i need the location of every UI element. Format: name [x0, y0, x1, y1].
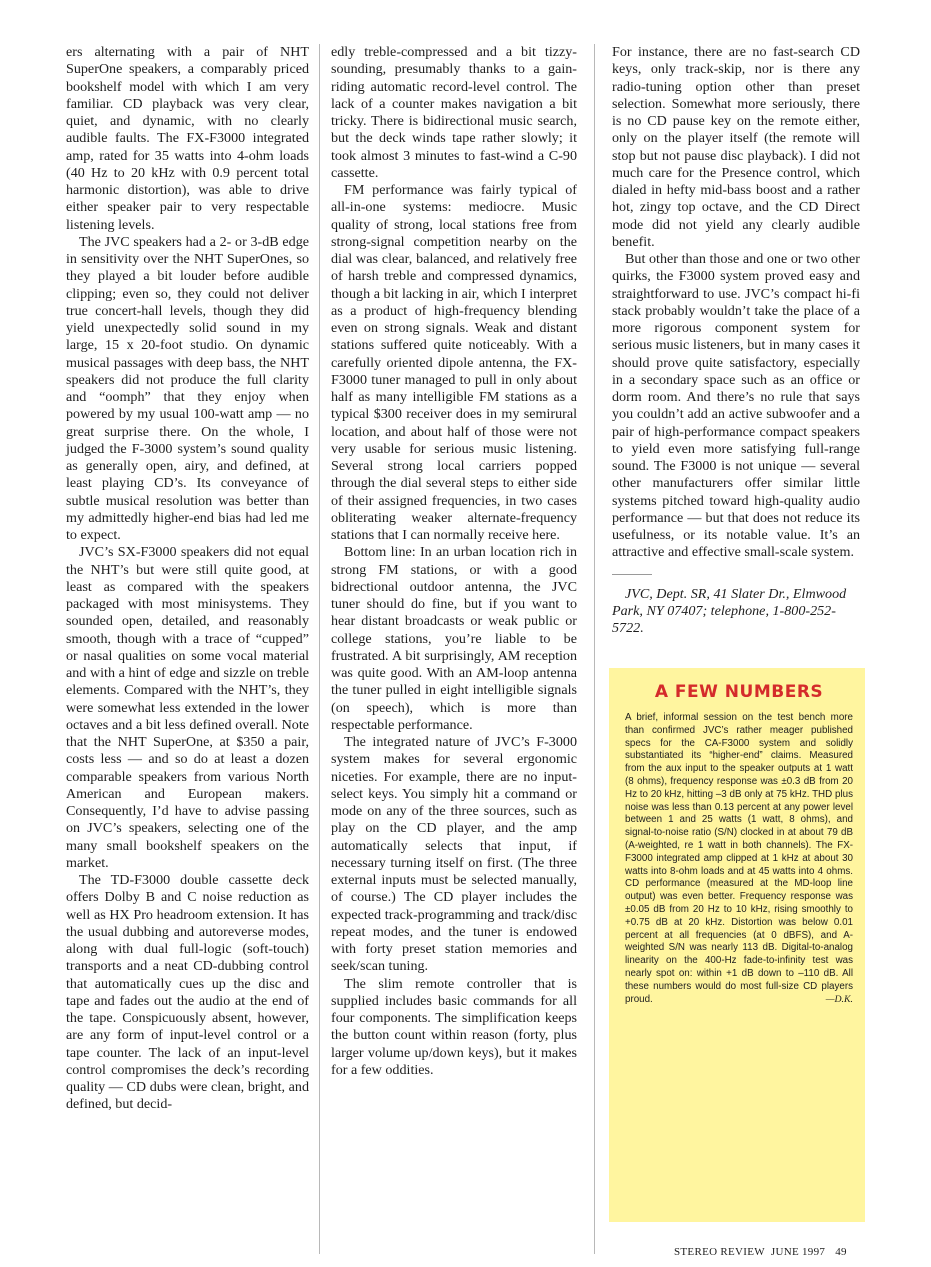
paragraph: edly treble-compressed and a bit tizzy-sounding, presumably thanks to a gain-riding automatic record-level control. The lack of a counter makes navigation a bit tricky. There is bidirectional music search, but the deck winds tape rather slowly; it took almost 3 minutes to fast-wind a C-90 cassette. [331, 44, 577, 181]
article-column-2 [331, 44, 577, 1079]
article-column-3 [612, 44, 860, 637]
sidebar-text: A brief, informal session on the test bench more than confirmed JVC’s rather meager published specs for the CA-F3000 system and solidly substantiated its “higher-end” claims. Measured from the aux input to the speaker outputs at 1 watt (8 ohms), frequency response was ±0.3 dB from 20 Hz to 20 kHz, hitting –3 dB only at 75 kHz. THD plus noise was less than 0.13 percent at any power level between 1 and 25 watts (1 watt, 8 ohms), and signal-to-noise ratio (S/N) clocked in at about 79 dB (A-weighted, re 1 watt in both channels). The FX-F3000 integrated amp clipped at 1 kHz at about 30 watts into 8-ohm loads and at 45 watts into 4 ohms. CD performance (measured at the MD-loop line output) was even better. Frequency response was ±0.05 dB from 20 Hz to 10 kHz, rising smoothly to +0.75 dB at 20 kHz. Distortion was below 0.01 percent at all frequencies (at 0 dBFS), and A-weighted S/N was nearly 113 dB. Digital-to-analog linearity on the 400-Hz fade-to-infinity test was nearly spot on: within +1 dB down to –110 dB. All these numbers would do most full-size CD players proud. [625, 712, 853, 1005]
paragraph: For instance, there are no fast-search CD keys, only track-skip, nor is there any radio-tuning option other than preset selection. Somewhat more seriously, there is no CD pause key on the remote either, only on the player itself (the remote will stop but not pause disc playback). I did not much care for the Presence control, which dialed in hefty mid-bass boost and a rather hot, zingy top octave, and the CD Direct mode did not yield any clearly audible benefit. [612, 44, 860, 250]
magazine-issue: STEREO REVIEW JUNE 1997 [674, 1246, 826, 1258]
paragraph: ers alternating with a pair of NHT SuperOne speakers, a comparably priced bookshelf model with which I am very familiar. CD playback was very clear, quiet, and dynamic, with no clearly audible faults. The FX-F3000 integrated amp, rated for 35 watts into 4-ohm loads (40 Hz to 20 kHz with 0.9 percent total harmonic distortion), was able to drive either speaker pair to very respectable listening levels. [66, 44, 309, 233]
sidebar-title: A FEW NUMBERS [654, 682, 824, 702]
author-signature: —D.K. [825, 993, 853, 1005]
paragraph: The TD-F3000 double cassette deck offers Dolby B and C noise reduction as well as HX Pro headroom extension. It has the usual dubbing and autoreverse modes, along with dual full-logic (soft-touch) transports and a neat CD-dubbing control that automatically cues up the disc and tape and fades out the audio at the end of the tape. Conspicuously absent, however, are any form of input-level control or a tape counter. The lack of an input-level control compromises the deck’s recording quality — CD dubs were clean, bright, and defined, but decid- [66, 872, 309, 1113]
paragraph: But other than those and one or two other quirks, the F3000 system proved easy and straightforward to use. JVC’s compact hi-fi stack probably wouldn’t take the place of a more rigorous component system for serious music listeners, but in many cases it should prove quite satisfactory, especially in a secondary space such as an office or dorm room. And there’s no rule that says you couldn’t add an active subwoofer and a pair of high-performance compact speakers to yield even more satisfying full-range sound. The F3000 is not unique — several other manufacturers offer similar little systems pitched toward high-quality audio performance — but that does not reduce its usefulness, or its notable value. It’s an attractive and effective small-scale system. [612, 251, 860, 561]
paragraph: The slim remote controller that is supplied includes basic commands for all four components. The simplification keeps the button count within reason (forty, plus larger volume up/down keys), but it makes for a few oddities. [331, 975, 577, 1078]
paragraph: The integrated nature of JVC’s F-3000 system makes for several ergonomic niceties. For example, there are no input-select keys. You simply hit a command or mode on any of the three sources, such as play on the CD player, and the amp automatically selects that input, if necessary turning itself on first. (The three external inputs must be selected manually, of course.) The CD player includes the expected track-programming and track/disc repeat modes, and the tuner is endowed with forty preset station memories and seek/scan tuning. [331, 734, 577, 975]
page-footer [674, 1246, 866, 1258]
paragraph: JVC’s SX-F3000 speakers did not equal the NHT’s but were still quite good, at least as compared with the speakers packaged with most minisystems. They sounded open, detailed, and reasonably smooth, though with a trace of “cupped” or nasal qualities on some vocal material and with a hint of edge and sizzle on treble elements. Compared with the NHT’s, they were somewhat less extended in the lower octaves and a bit less defined overall. Note that the NHT SuperOne, at $350 a pair, costs less — and so do at least a dozen comparable speakers from various North American and European makers. Consequently, I’d have to advise passing on JVC’s speakers, selecting one of the many small bookshelf speakers on the market. [66, 544, 309, 871]
column-divider [594, 44, 595, 1254]
manufacturer-address: JVC, Dept. SR, 41 Slater Dr., Elmwood Park, NY 07407; telephone, 1-800-252-5722. [612, 585, 847, 636]
sidebar-body [625, 712, 853, 1006]
page-number: 49 [835, 1246, 847, 1258]
paragraph: FM performance was fairly typical of all-in-one systems: mediocre. Music quality of strong, local stations free from strong-signal competition nearby on the dial was clear, balanced, and relatively free of harsh treble and compressed dynamics, though a bit lacking in air, which I interpret as a product of high-frequency blending even on strong signals. Weak and distant stations suffered quite noticeably. With a carefully oriented dipole antenna, the FX-F3000 tuner managed to pull in only about half as many intelligible FM stations as a typical $300 receiver does in my semirural location, and about half of those were not very usable for serious music listening. Several strong local carriers popped through the dial several steps to either side of their assigned frequencies, in two cases obliterating weaker alternate-frequency stations that I can normally receive here. [331, 182, 577, 543]
paragraph: Bottom line: In an urban location rich in strong FM stations, or with a good bidrectional outdoor antenna, the JVC tuner should do fine, but if you want to hear distant broadcasts or weak public or college stations, you’re liable to be frustrated. A bit surprisingly, AM reception was quite good. With an AM-loop antenna the tuner pulled in eight intelligible signals (on speech), which is more than respectable performance. [331, 544, 577, 733]
column-divider [319, 44, 320, 1254]
sidebar-box [609, 668, 865, 1222]
section-rule [612, 574, 652, 575]
article-column-1 [66, 44, 309, 1114]
paragraph: The JVC speakers had a 2- or 3-dB edge in sensitivity over the NHT SuperOnes, so they played a bit louder before audible clipping; even so, they could not deliver true concert-hall levels, though they did yield unexpectedly solid sound in my large, 15 x 20-foot studio. On dynamic musical passages with deep bass, the NHT speakers did not produce the full clarity and “oomph” that they enjoy when powered by my usual 100-watt amp — no great surprise there. On the whole, I judged the F-3000 system’s sound quality as generally open, airy, and defined, at least playing CD’s. Its conveyance of subtle musical resolution was better than my admittedly higher-end bias had led me to expect. [66, 233, 309, 543]
